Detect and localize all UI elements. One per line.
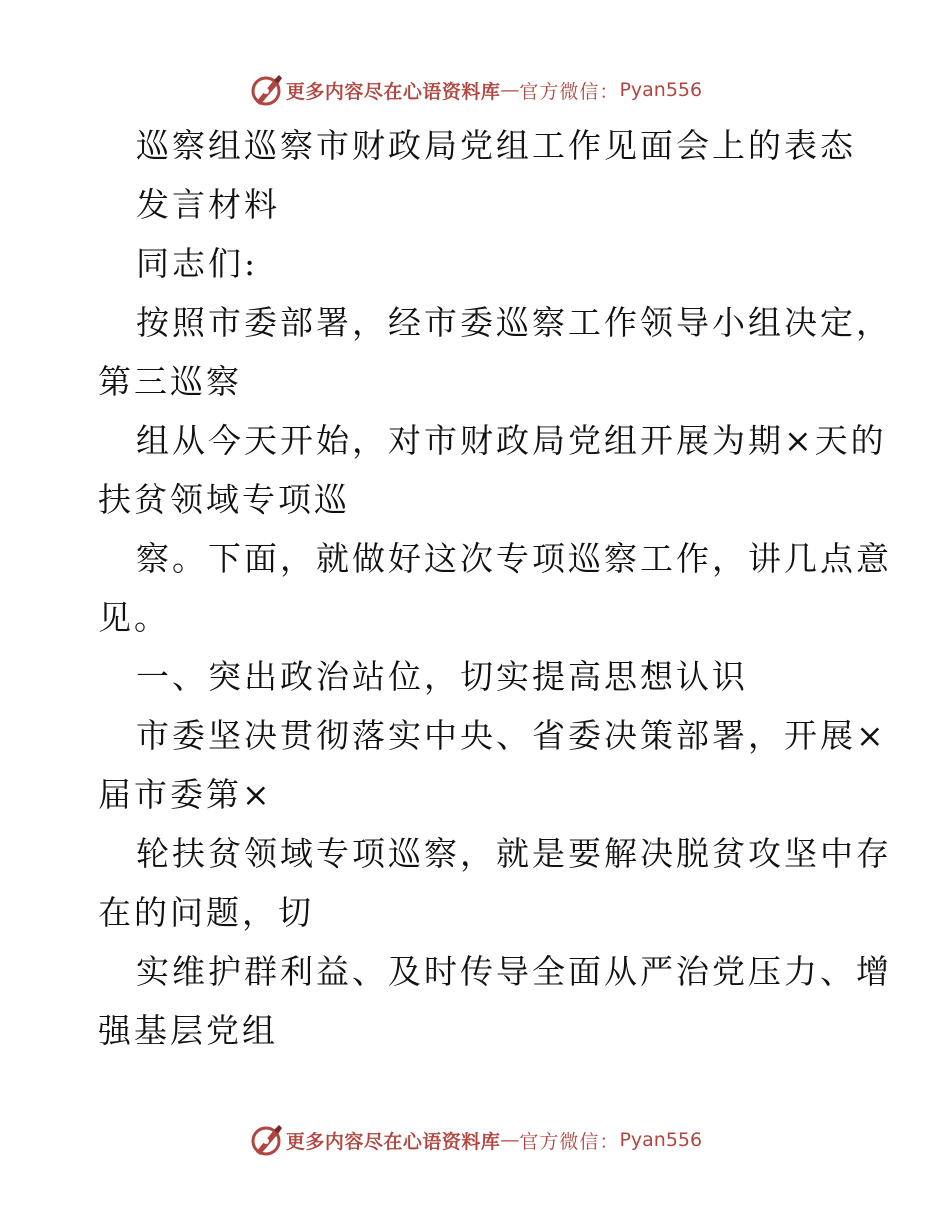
body-line: 在的问题，切 <box>98 893 314 932</box>
body-line: 届市委第× <box>98 775 273 814</box>
body-line: 察。下面，就做好这次专项巡察工作，讲几点意 <box>136 539 892 578</box>
title-line-1: 巡察组巡察市财政局党组工作见面会上的表态 <box>136 126 856 165</box>
watermark-wechat-id: Pyan556 <box>619 1129 703 1151</box>
body-line: 见。 <box>98 598 170 637</box>
section-heading: 一、突出政治站位，切实提高思想认识 <box>136 657 748 696</box>
watermark-title: 更多内容尽在心语资料库 <box>285 80 501 103</box>
pen-logo-icon <box>248 72 284 108</box>
footer-watermark <box>0 1120 950 1160</box>
body-line: 实维护群利益、及时传导全面从严治党压力、增 <box>136 952 892 991</box>
document-body <box>98 124 892 1068</box>
pen-logo-icon <box>248 1122 284 1158</box>
body-line: 第三巡察 <box>98 362 242 401</box>
body-line: 按照市委部署，经市委巡察工作领导小组决定， <box>136 303 892 342</box>
body-line: 强基层党组 <box>98 1011 278 1050</box>
body-line: 市委坚决贯彻落实中央、省委决策部署，开展× <box>136 716 887 755</box>
salutation: 同志们: <box>136 244 259 283</box>
title-line-2: 发言材料 <box>136 185 280 224</box>
watermark-wechat-label: 官方微信： <box>519 1130 620 1153</box>
watermark-dash: — <box>500 79 520 101</box>
body-line: 扶贫领域专项巡 <box>98 480 350 519</box>
body-line: 轮扶贫领域专项巡察，就是要解决脱贫攻坚中存 <box>136 834 892 873</box>
watermark-title: 更多内容尽在心语资料库 <box>285 1130 501 1153</box>
body-line: 组从今天开始，对市财政局党组开展为期×天的 <box>136 421 887 460</box>
header-watermark <box>0 70 950 110</box>
watermark-wechat-id: Pyan556 <box>619 79 703 101</box>
watermark-dash: — <box>500 1129 520 1151</box>
watermark-wechat-label: 官方微信： <box>519 80 620 103</box>
